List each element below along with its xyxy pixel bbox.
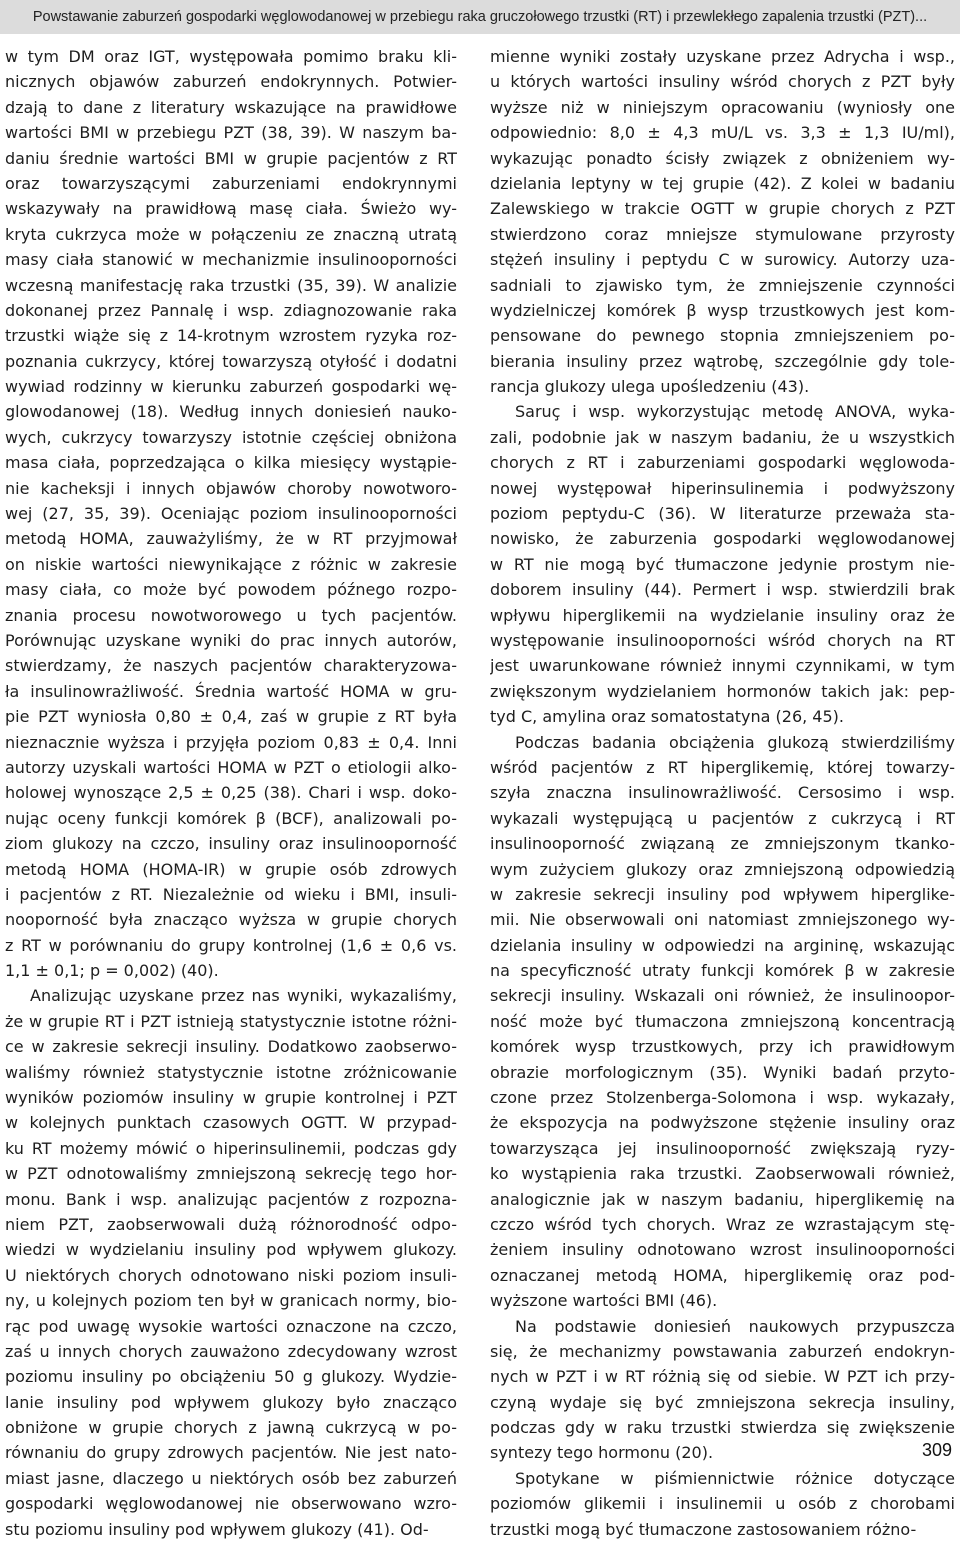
text-line: mii. Nie obserwowali oni natomiast zmniejszonego wy-: [490, 910, 955, 930]
text-line: stwierdzamy, że naszych pacjentów charakteryzowa-: [5, 656, 457, 676]
text-line: holowej wynoszące 2,5 ± 0,25 (38). Chari i wsp. doko-: [5, 783, 457, 803]
text-line: nowisko, że zaburzenia gospodarki węglowodanowej: [490, 529, 955, 549]
text-line: autorzy uzyskali wartości HOMA w PZT o etiologii alko-: [5, 757, 457, 777]
text-line: w kolejnych punktach czasowych OGTT. W przypad-: [5, 1113, 457, 1133]
text-line: niem PZT, zaobserwowali dużą różnorodność odpo-: [5, 1214, 457, 1234]
text-line: Porównując uzyskane wyniki do prac innych autorów,: [5, 630, 457, 650]
text-line: trzustki wiąże się z 14-krotnym wzrostem ryzyka roz-: [5, 326, 457, 346]
text-line: wym zużyciem glukozy oraz zmniejszoną odpowiedzią: [490, 859, 955, 879]
text-line: na specyficzność utraty funkcji komórek β w zakresie: [490, 961, 955, 981]
text-line: w PZT odnotowaliśmy zmniejszoną sekrecję tego hor-: [5, 1164, 457, 1184]
text-line: że ekspozycja na podwyższone stężenie insuliny oraz: [490, 1113, 955, 1133]
text-line: obniżone w grupie chorych z jawną cukrzycą w po-: [5, 1418, 457, 1438]
text-line: wywiad rodzinny w kierunku zaburzeń gospodarki wę-: [5, 377, 457, 397]
text-line: żeniem insuliny odnotowano wzrost insulinooporności: [490, 1240, 955, 1260]
text-line: ność może być tłumaczona zmniejszoną koncentracją: [490, 1011, 955, 1031]
text-line: występowanie insulinooporności wśród chorych na RT: [490, 630, 955, 650]
text-line: wskazywały na prawidłową masę ciała. Świeżo wy-: [5, 199, 457, 219]
text-line: mienne wyniki zostały uzyskane przez Adrycha i wsp.,: [490, 47, 955, 66]
text-line: rancja glukozy ulega upośledzeniu (43).: [490, 377, 810, 397]
text-line: waliśmy również statystycznie istotne zróżnicowanie: [5, 1062, 457, 1082]
text-line: masa ciała, poprzedzająca o kilka miesięcy wystąpie-: [5, 453, 457, 473]
text-line: w zakresie sekrecji insuliny pod wpływem hiperglike-: [490, 884, 955, 904]
text-line: równaniu do grupy zdrowych pacjentów. Nie jest nato-: [5, 1443, 457, 1463]
text-line: zwiększonym wydzielaniem hormonów takich jak: pep-: [490, 681, 955, 701]
text-line: wśród pacjentów z RT hiperglikemię, której towarzy-: [490, 757, 955, 777]
text-line: lanie insuliny pod wpływem glukozy było znacząco: [5, 1392, 457, 1412]
text-line: syntezy tego hormonu (20).: [490, 1443, 714, 1463]
text-line: metodą HOMA (HOMA-IR) w grupie osób zdrowych: [5, 859, 457, 879]
text-line: dzielania leptyny w tej grupie (42). Z kolei w badaniu: [490, 173, 955, 193]
text-line: kryta cukrzyca może w połączeniu ze znaczną utratą: [5, 224, 457, 244]
running-header: Powstawanie zaburzeń gospodarki węglowodanowej w przebiegu raka gruczołowego trzustki (RT) i przewlekłego zapalenia trzustki (PZT)...: [0, 0, 960, 34]
text-line: ku RT możemy mówić o hiperinsulinemii, podczas gdy: [5, 1138, 457, 1158]
text-line: wyższe niż w niniejszym opracowaniu (wyniosły one: [490, 97, 955, 117]
text-line: nych w PZT i w RT różnią się od siebie. W PZT ich przy-: [490, 1367, 955, 1387]
text-line: poziomów glikemii i insulinemii u osób z chorobami: [490, 1494, 955, 1514]
text-line: ce w zakresie sekrecji insuliny. Dodatkowo zaobserwo-: [5, 1037, 457, 1057]
text-line: dzielania insuliny w odpowiedzi na argininę, wskazując: [490, 935, 955, 955]
text-line: chorych z RT i zaburzeniami gospodarki węglowoda-: [490, 453, 955, 473]
text-line: gospodarki węglowodanowej nie obserwowano wzro-: [5, 1494, 457, 1514]
text-line: odpowiednio: 8,0 ± 4,3 mU/L vs. 3,3 ± 1,3 IU/ml),: [490, 123, 955, 143]
text-line: jest uwarunkowane również innymi czynnikami, w tym: [490, 656, 955, 676]
text-line: Analizując uzyskane przez nas wyniki, wykazaliśmy,: [30, 986, 457, 1006]
text-line: dzają to dane z literatury wskazujące na prawidłowe: [5, 97, 457, 117]
text-line: ziom glukozy na czczo, insuliny oraz insulinooporność: [5, 834, 457, 854]
text-line: nooporność była znacząco wyższa w grupie chorych: [5, 910, 457, 930]
text-line: 1,1 ± 0,1; p = 0,002) (40).: [5, 961, 219, 981]
text-line: ko wystąpienia raka trzustki. Zaobserwowali również,: [490, 1164, 955, 1184]
text-line: wykazali występującą u pacjentów z cukrzycą i RT: [490, 808, 955, 828]
text-line: szyła znaczna insulinowrażliwość. Cersosimo i wsp.: [490, 783, 955, 803]
text-line: towarzysząca jej insulinooporność zwiększają ryzy-: [490, 1138, 955, 1158]
text-line: wczesną manifestację raka trzustki (35, 39). W analizie: [5, 275, 457, 295]
right-text-column: [490, 44, 955, 1542]
text-line: znania procesu nowotworowego u tych pacjentów.: [5, 605, 457, 625]
text-line: insulinooporność związaną ze zmniejszonym tkanko-: [490, 834, 955, 854]
text-line: masy ciała, co może być powodem późnego rozpo-: [5, 580, 457, 600]
left-text-column: [5, 44, 457, 1542]
text-line: pie PZT wyniosła 0,80 ± 0,4, zaś w grupie z RT była: [5, 707, 457, 727]
text-line: trzustki mogą być tłumaczone zastosowaniem różno-: [490, 1519, 917, 1539]
text-line: zali, podobnie jak w naszym badaniu, że u wszystkich: [490, 427, 955, 447]
text-line: sekrecji insuliny. Wskazali oni również, że insulinoopor-: [490, 986, 955, 1006]
text-line: Podczas badania obciążenia glukozą stwierdziliśmy: [515, 732, 955, 752]
text-line: wyników poziomów insuliny w grupie kontrolnej i PZT: [5, 1088, 457, 1108]
text-line: wej (27, 35, 39). Oceniając poziom insulinooporności: [5, 504, 457, 524]
text-line: nie kacheksji i innych objawów choroby nowotworo-: [5, 478, 457, 498]
text-line: w RT nie mogą być tłumaczone jedynie prostym nie-: [490, 554, 955, 574]
text-line: dokonanej przez Pannalę i wsp. zdiagnozowanie raka: [5, 300, 457, 320]
text-line: czone przez Stolzenberga-Solomona i wsp. wykazały,: [490, 1088, 955, 1108]
text-line: Saruç i wsp. wykorzystując metodę ANOVA, wyka-: [515, 402, 955, 422]
text-line: nieznacznie wyższa i przyjęła poziom 0,83 ± 0,4. Inni: [5, 732, 457, 752]
text-line: poznania cukrzycy, której towarzyszą otyłość i dodatni: [5, 351, 457, 371]
text-line: wiedzi w wydzielaniu insuliny pod wpływem glukozy.: [5, 1240, 457, 1260]
text-line: oznaczanej metodą HOMA, hiperglikemię oraz pod-: [490, 1265, 955, 1285]
text-line: Zalewskiego w trakcie OGTT w grupie chorych z PZT: [490, 199, 955, 219]
text-line: Spotykane w piśmiennictwie różnice dotyczące: [515, 1468, 955, 1488]
text-line: sadniali to zjawisko tym, że zmniejszenie czynności: [490, 275, 955, 295]
text-line: i pacjentów z RT. Niezależnie od wieku i BMI, insuli-: [5, 884, 457, 904]
text-line: tyd C, amylina oraz somatostatyna (26, 45).: [490, 707, 844, 727]
text-line: Na podstawie doniesień naukowych przypuszcza: [515, 1316, 955, 1336]
text-line: rąc pod uwagę wysokie wartości oznaczone na czczo,: [5, 1316, 457, 1336]
text-line: wykazując ponadto ścisły związek z obniżeniem wy-: [490, 148, 955, 168]
text-line: u których wartości insuliny wśród chorych z PZT były: [490, 72, 955, 92]
text-line: wych, cukrzycy towarzyszy istotnie częściej obniżona: [5, 427, 457, 447]
text-line: poziomu insuliny po obciążeniu 50 g glukozy. Wydzie-: [5, 1367, 457, 1387]
text-line: doborem insuliny (44). Permert i wsp. stwierdzili brak: [490, 580, 955, 600]
text-line: zaś u innych chorych zauważono zdecydowany wzrost: [5, 1341, 457, 1361]
text-line: wartości BMI w przebiegu PZT (38, 39). W naszym ba-: [5, 123, 457, 143]
text-line: się, że mechanizmy powstawania zaburzeń endokryn-: [490, 1341, 955, 1361]
text-line: nując oceny funkcji komórek β (BCF), analizowali po-: [5, 808, 457, 828]
text-line: daniu średnie wartości BMI w grupie pacjentów z RT: [5, 148, 457, 168]
text-line: że w grupie RT i PZT istnieją statystycznie istotne różni-: [5, 1011, 457, 1031]
text-line: stu poziomu insuliny pod wpływem glukozy (41). Od-: [5, 1519, 429, 1539]
text-line: analogicznie jak w naszym badaniu, hiperglikemię na: [490, 1189, 955, 1209]
text-line: ła insulinowrażliwość. Średnia wartość HOMA w gru-: [5, 681, 457, 701]
text-line: poziom peptydu-C (36). W literaturze przeważa sta-: [490, 504, 955, 524]
text-line: on niskie wartości niewynikające z różnic w zakresie: [5, 554, 457, 574]
text-line: wydzielniczej komórek β wysp trzustkowych jest kom-: [490, 300, 955, 320]
text-line: wyższone wartości BMI (46).: [490, 1291, 718, 1311]
text-line: monu. Bank i wsp. analizując pacjentów z rozpozna-: [5, 1189, 457, 1209]
text-line: czczo wśród tych chorych. Wraz ze wzrastającym stę-: [490, 1214, 955, 1234]
text-line: z RT w porównaniu do grupy kontrolnej (1,6 ± 0,6 vs.: [5, 935, 457, 955]
page-number: 309: [921, 1440, 952, 1460]
text-line: nicznych objawów zaburzeń endokrynnych. Potwier-: [5, 72, 457, 92]
text-line: wpływu hiperglikemii na wydzielanie insuliny oraz że: [490, 605, 955, 625]
text-line: oraz towarzyszącymi zaburzeniami endokrynnymi: [5, 173, 457, 193]
text-line: metodą HOMA, zauważyliśmy, że w RT przyjmował: [5, 529, 457, 549]
text-line: stwierdzono coraz mniejsze stymulowane przyrosty: [490, 224, 955, 244]
text-line: miast jasne, dlaczego u niektórych osób bez zaburzeń: [5, 1468, 457, 1488]
text-line: obrazie morfologicznym (35). Wyniki badań przyto-: [490, 1062, 955, 1082]
text-line: w tym DM oraz IGT, występowała pomimo braku kli-: [5, 47, 457, 66]
text-line: bierania insuliny przez wątrobę, szczególnie gdy tole-: [490, 351, 955, 371]
text-line: glowodanowej (18). Według innych doniesień nauko-: [5, 402, 457, 422]
text-line: masy ciała stanowić w mechanizmie insulinooporności: [5, 250, 457, 270]
text-line: stężeń insuliny i peptydu C w surowicy. Autorzy uza-: [490, 250, 955, 270]
text-line: pensowane do pewnego stopnia zmniejszeniem po-: [490, 326, 955, 346]
text-line: nowej występował hiperinsulinemia i podwyższony: [490, 478, 955, 498]
text-line: U niektórych chorych odnotowano niski poziom insuli-: [5, 1265, 457, 1285]
text-line: czyną wydaje się być zmniejszona sekrecja insuliny,: [490, 1392, 955, 1412]
text-line: ny, u kolejnych poziom ten był w granicach normy, bio-: [5, 1291, 457, 1311]
text-line: podczas gdy w raku trzustki stwierdza się zwiększenie: [490, 1418, 955, 1438]
text-line: komórek wysp trzustkowych, przy ich prawidłowym: [490, 1037, 955, 1057]
